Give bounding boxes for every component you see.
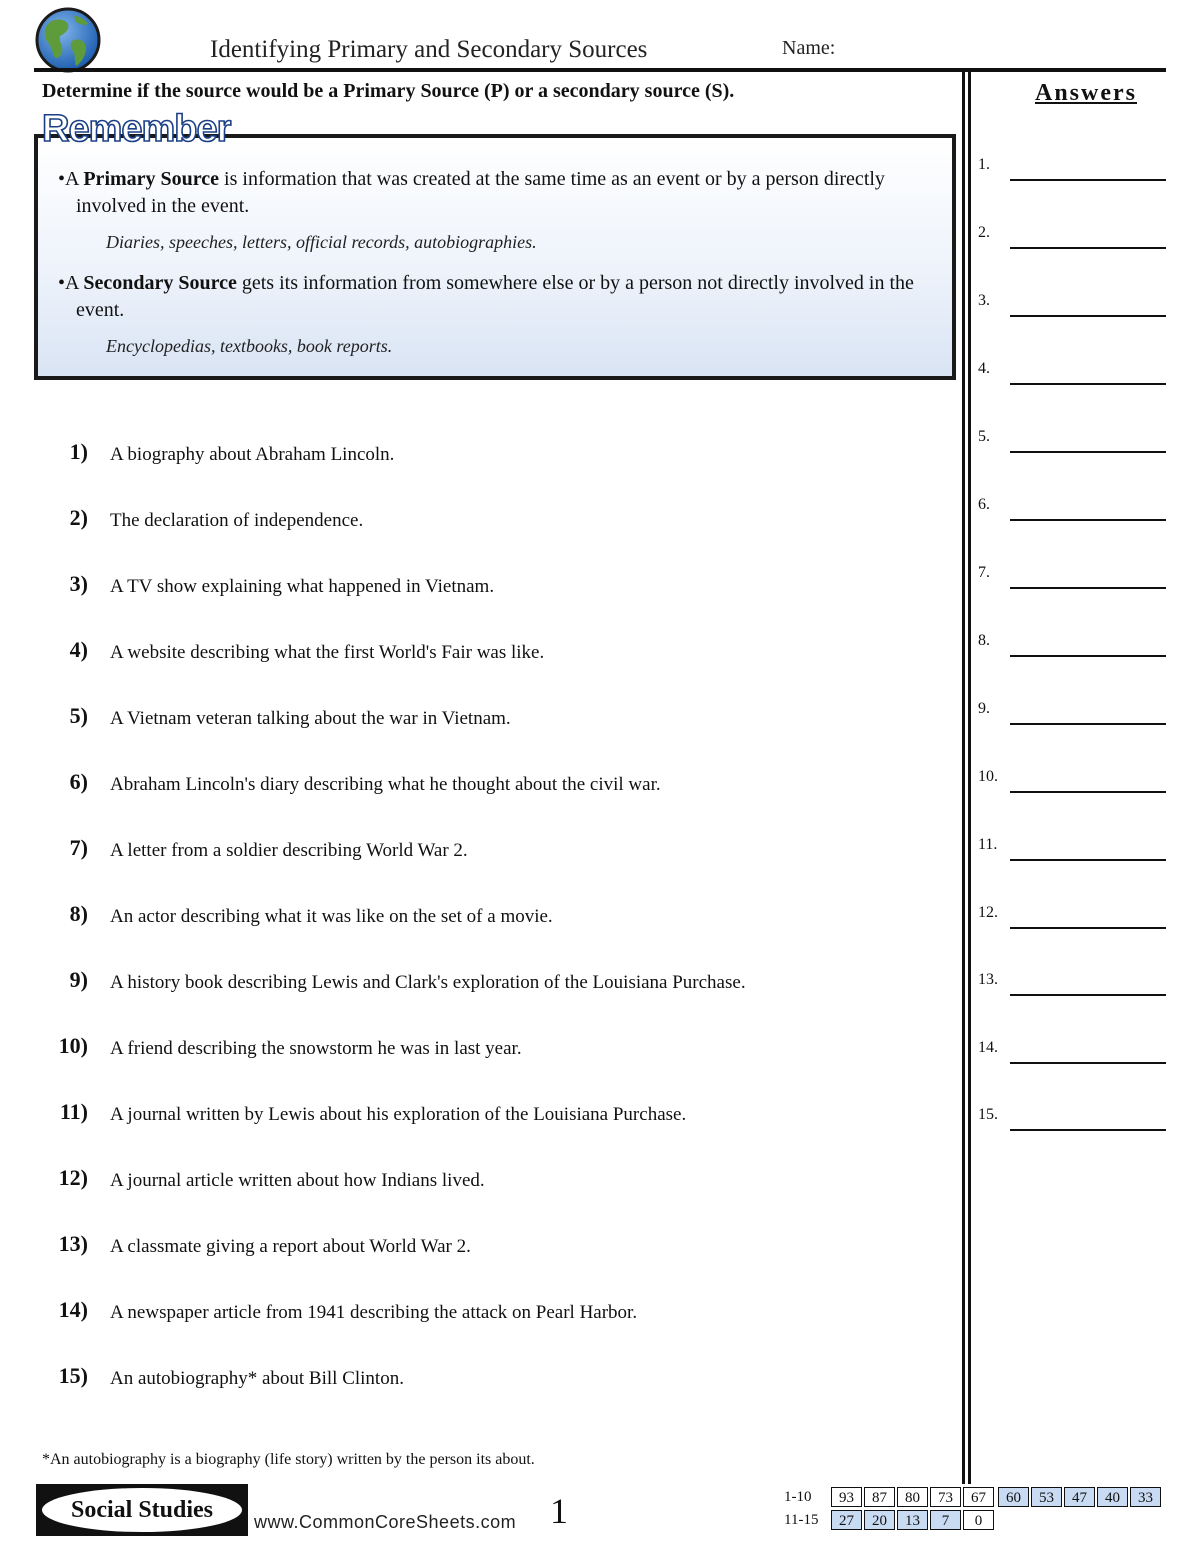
answers-heading: Answers <box>1035 80 1137 106</box>
question-number: 11) <box>59 1099 88 1124</box>
primary-source-examples: Diaries, speeches, letters, official records, autobiographies. <box>106 232 537 252</box>
question-text: An actor describing what it was like on the set of a movie. <box>110 906 553 927</box>
question-number: 5) <box>69 703 88 728</box>
footnote: *An autobiography is a biography (life story) written by the person its about. <box>42 1451 535 1468</box>
question-text: A friend describing the snowstorm he was in last year. <box>110 1038 522 1059</box>
question-text: A newspaper article from 1941 describing the attack on Pearl Harbor. <box>110 1302 638 1323</box>
question-number: 13) <box>58 1231 88 1256</box>
answer-blank[interactable] <box>1010 587 1166 589</box>
question-text: A TV show explaining what happened in Vietnam. <box>110 576 495 597</box>
primary-source-term: Primary Source <box>83 168 220 190</box>
question-number: 10) <box>58 1033 88 1058</box>
answer-number: 14. <box>978 1039 998 1056</box>
question-text: A journal written by Lewis about his exploration of the Louisiana Purchase. <box>110 1104 687 1125</box>
primary-source-definition: •A Primary Source is information that was created at the same time as an event or by a person directly involved in the event. <box>58 168 885 217</box>
question-number: 15) <box>58 1363 88 1388</box>
answer-number: 5. <box>978 428 990 445</box>
score-cell: 20 <box>864 1510 895 1530</box>
answer-number: 2. <box>978 224 990 241</box>
score-cell: 87 <box>864 1487 895 1507</box>
question-number: 6) <box>69 769 88 794</box>
page-number: 1 <box>550 1491 568 1531</box>
score-cell: 73 <box>930 1487 961 1507</box>
answer-number: 15. <box>978 1106 998 1123</box>
score-cell: 93 <box>831 1487 862 1507</box>
globe-icon <box>34 6 102 74</box>
secondary-source-definition: •A Secondary Source gets its information from somewhere else or by a person not directly involved in the event. <box>58 272 914 321</box>
answer-blank[interactable] <box>1010 994 1166 996</box>
answer-blank[interactable] <box>1010 247 1166 249</box>
answer-number: 4. <box>978 360 990 377</box>
question-number: 12) <box>58 1165 88 1190</box>
name-label: Name: <box>782 37 836 59</box>
remember-heading: Remember <box>42 108 231 150</box>
question-text: A letter from a soldier describing World War 2. <box>110 840 468 861</box>
question-number: 8) <box>69 901 88 926</box>
question-text: The declaration of independence. <box>110 510 364 531</box>
answer-number: 6. <box>978 496 990 513</box>
answer-column-divider <box>962 70 965 1484</box>
question-text: Abraham Lincoln's diary describing what he thought about the civil war. <box>110 774 661 795</box>
answer-column-divider-inner <box>968 70 971 1484</box>
answer-blank[interactable] <box>1010 519 1166 521</box>
score-cell: 67 <box>963 1487 994 1507</box>
score-cell: 13 <box>897 1510 928 1530</box>
answer-number: 3. <box>978 292 990 309</box>
score-row-label: 1-10 <box>784 1489 812 1505</box>
website-link[interactable]: www.CommonCoreSheets.com <box>254 1512 517 1532</box>
answer-number: 8. <box>978 632 990 649</box>
score-cell: 7 <box>930 1510 961 1530</box>
answer-number: 12. <box>978 904 998 921</box>
score-cell: 47 <box>1064 1487 1095 1507</box>
question-text: A website describing what the first World's Fair was like. <box>110 642 545 663</box>
answer-blank[interactable] <box>1010 451 1166 453</box>
answer-blank[interactable] <box>1010 655 1166 657</box>
question-text: A Vietnam veteran talking about the war in Vietnam. <box>110 708 511 729</box>
answer-number: 13. <box>978 971 998 988</box>
answer-blank[interactable] <box>1010 1062 1166 1064</box>
secondary-source-examples: Encyclopedias, textbooks, book reports. <box>106 336 393 356</box>
answer-blank[interactable] <box>1010 315 1166 317</box>
score-cell: 27 <box>831 1510 862 1530</box>
answer-blank[interactable] <box>1010 383 1166 385</box>
score-cell: 80 <box>897 1487 928 1507</box>
score-cell: 33 <box>1130 1487 1161 1507</box>
answer-blank[interactable] <box>1010 927 1166 929</box>
score-cell: 53 <box>1031 1487 1062 1507</box>
answer-number: 7. <box>978 564 990 581</box>
answer-blank[interactable] <box>1010 791 1166 793</box>
page-title: Identifying Primary and Secondary Sources <box>210 36 648 63</box>
answer-number: 10. <box>978 768 998 785</box>
header-rule <box>34 68 1166 72</box>
answer-blank[interactable] <box>1010 859 1166 861</box>
subject-badge-label: Social Studies <box>42 1488 242 1532</box>
question-number: 3) <box>69 571 88 596</box>
question-text: A classmate giving a report about World War 2. <box>110 1236 471 1257</box>
question-number: 4) <box>69 637 88 662</box>
answer-number: 11. <box>978 836 998 853</box>
score-cell: 0 <box>963 1510 994 1530</box>
answer-number: 1. <box>978 156 990 173</box>
score-cell: 40 <box>1097 1487 1128 1507</box>
question-number: 7) <box>69 835 88 860</box>
answer-blank[interactable] <box>1010 723 1166 725</box>
score-cell: 60 <box>998 1487 1029 1507</box>
instructions: Determine if the source would be a Primary Source (P) or a secondary source (S). <box>42 80 735 102</box>
question-text: A journal article written about how Indians lived. <box>110 1170 485 1191</box>
question-text: A history book describing Lewis and Clark's exploration of the Louisiana Purchase. <box>110 972 746 993</box>
question-text: A biography about Abraham Lincoln. <box>110 444 395 465</box>
score-row-label: 11-15 <box>784 1512 819 1528</box>
question-number: 1) <box>69 439 88 464</box>
question-text: An autobiography* about Bill Clinton. <box>110 1368 404 1389</box>
answer-blank[interactable] <box>1010 179 1166 181</box>
answer-number: 9. <box>978 700 990 717</box>
secondary-source-term: Secondary Source <box>83 272 237 294</box>
question-number: 14) <box>58 1297 88 1322</box>
question-number: 2) <box>69 505 88 530</box>
question-number: 9) <box>69 967 88 992</box>
answer-blank[interactable] <box>1010 1129 1166 1131</box>
